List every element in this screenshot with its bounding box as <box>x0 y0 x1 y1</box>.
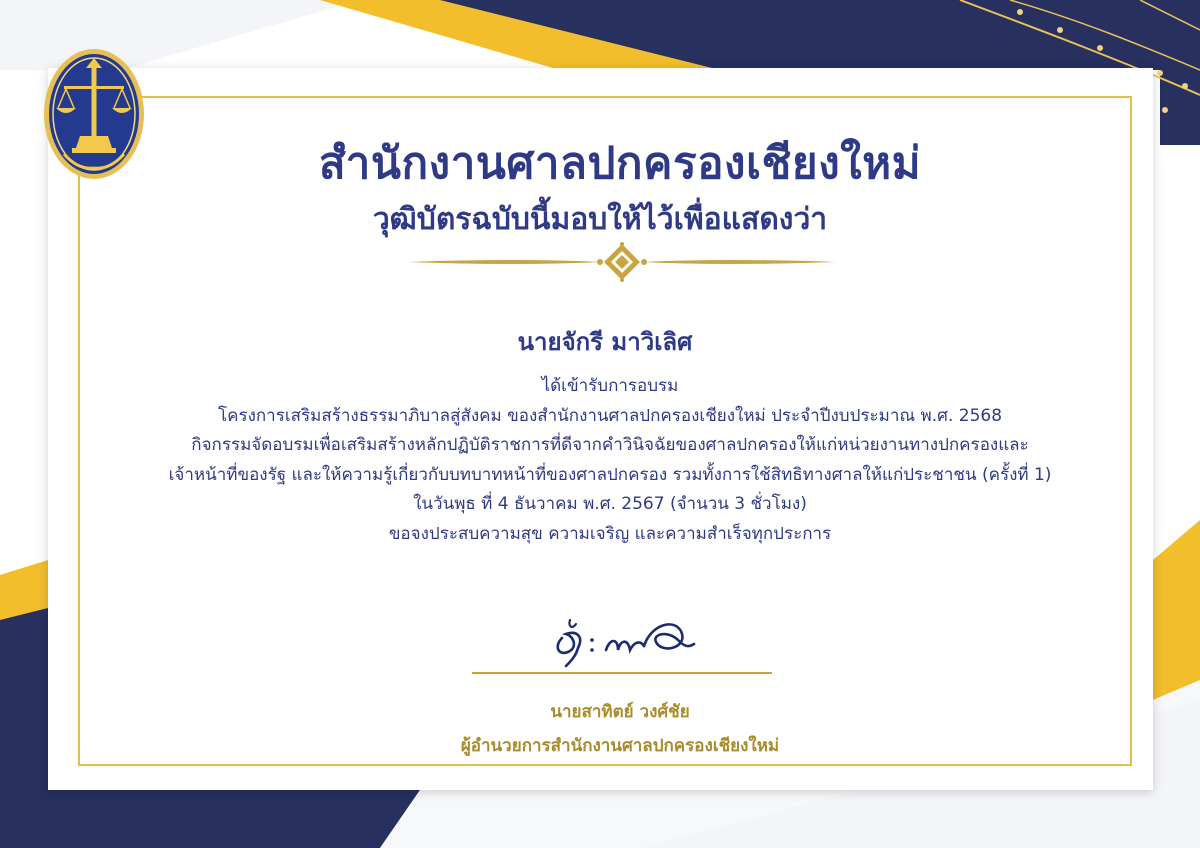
body-line: ได้เข้ารับการอบรม <box>541 376 679 396</box>
thai-ornament-divider-icon <box>408 242 836 282</box>
body-line: กิจกรรมจัดอบรมเพื่อเสริมสร้างหลักปฏิบัติราชการที่ดีจากคำวินิจฉัยของศาลปกครองให้แก่หน่วยงานทางปกครองและ <box>191 435 1029 455</box>
handwritten-signature <box>548 612 698 668</box>
body-line: ขอจงประสบความสุข ความเจริญ และความสำเร็จทุกประการ <box>388 523 832 544</box>
certificate-subtitle: วุฒิบัตรฉบับนี้มอบให้ไว้เพื่อแสดงว่า <box>372 202 828 237</box>
office-title: สำนักงานศาลปกครองเชียงใหม่ <box>318 138 922 189</box>
body-line: เจ้าหน้าที่ของรัฐ และให้ความรู้เกี่ยวกับบทบาทหน้าที่ของศาลปกครอง รวมทั้งการใช้สิทธิทางศาลให้แก่ประชาชน (ครั้งที่ 1) <box>168 464 1052 485</box>
signature-line <box>472 672 772 674</box>
body-line: ในวันพุธ ที่ 4 ธันวาคม พ.ศ. 2567 (จำนวน 3 ชั่วโมง) <box>413 494 807 514</box>
signer-name: นายสาทิตย์ วงศ์ชัย <box>550 702 690 722</box>
certificate-body <box>90 372 1130 549</box>
signer-position: ผู้อำนวยการสำนักงานศาลปกครองเชียงใหม่ <box>460 736 780 756</box>
body-line: โครงการเสริมสร้างธรรมาภิบาลสู่สังคม ของสำนักงานศาลปกครองเชียงใหม่ ประจำปีงบประมาณ พ.ศ. 2568 <box>217 405 1003 426</box>
recipient-name: นายจักรี มาวิเลิศ <box>517 328 693 356</box>
